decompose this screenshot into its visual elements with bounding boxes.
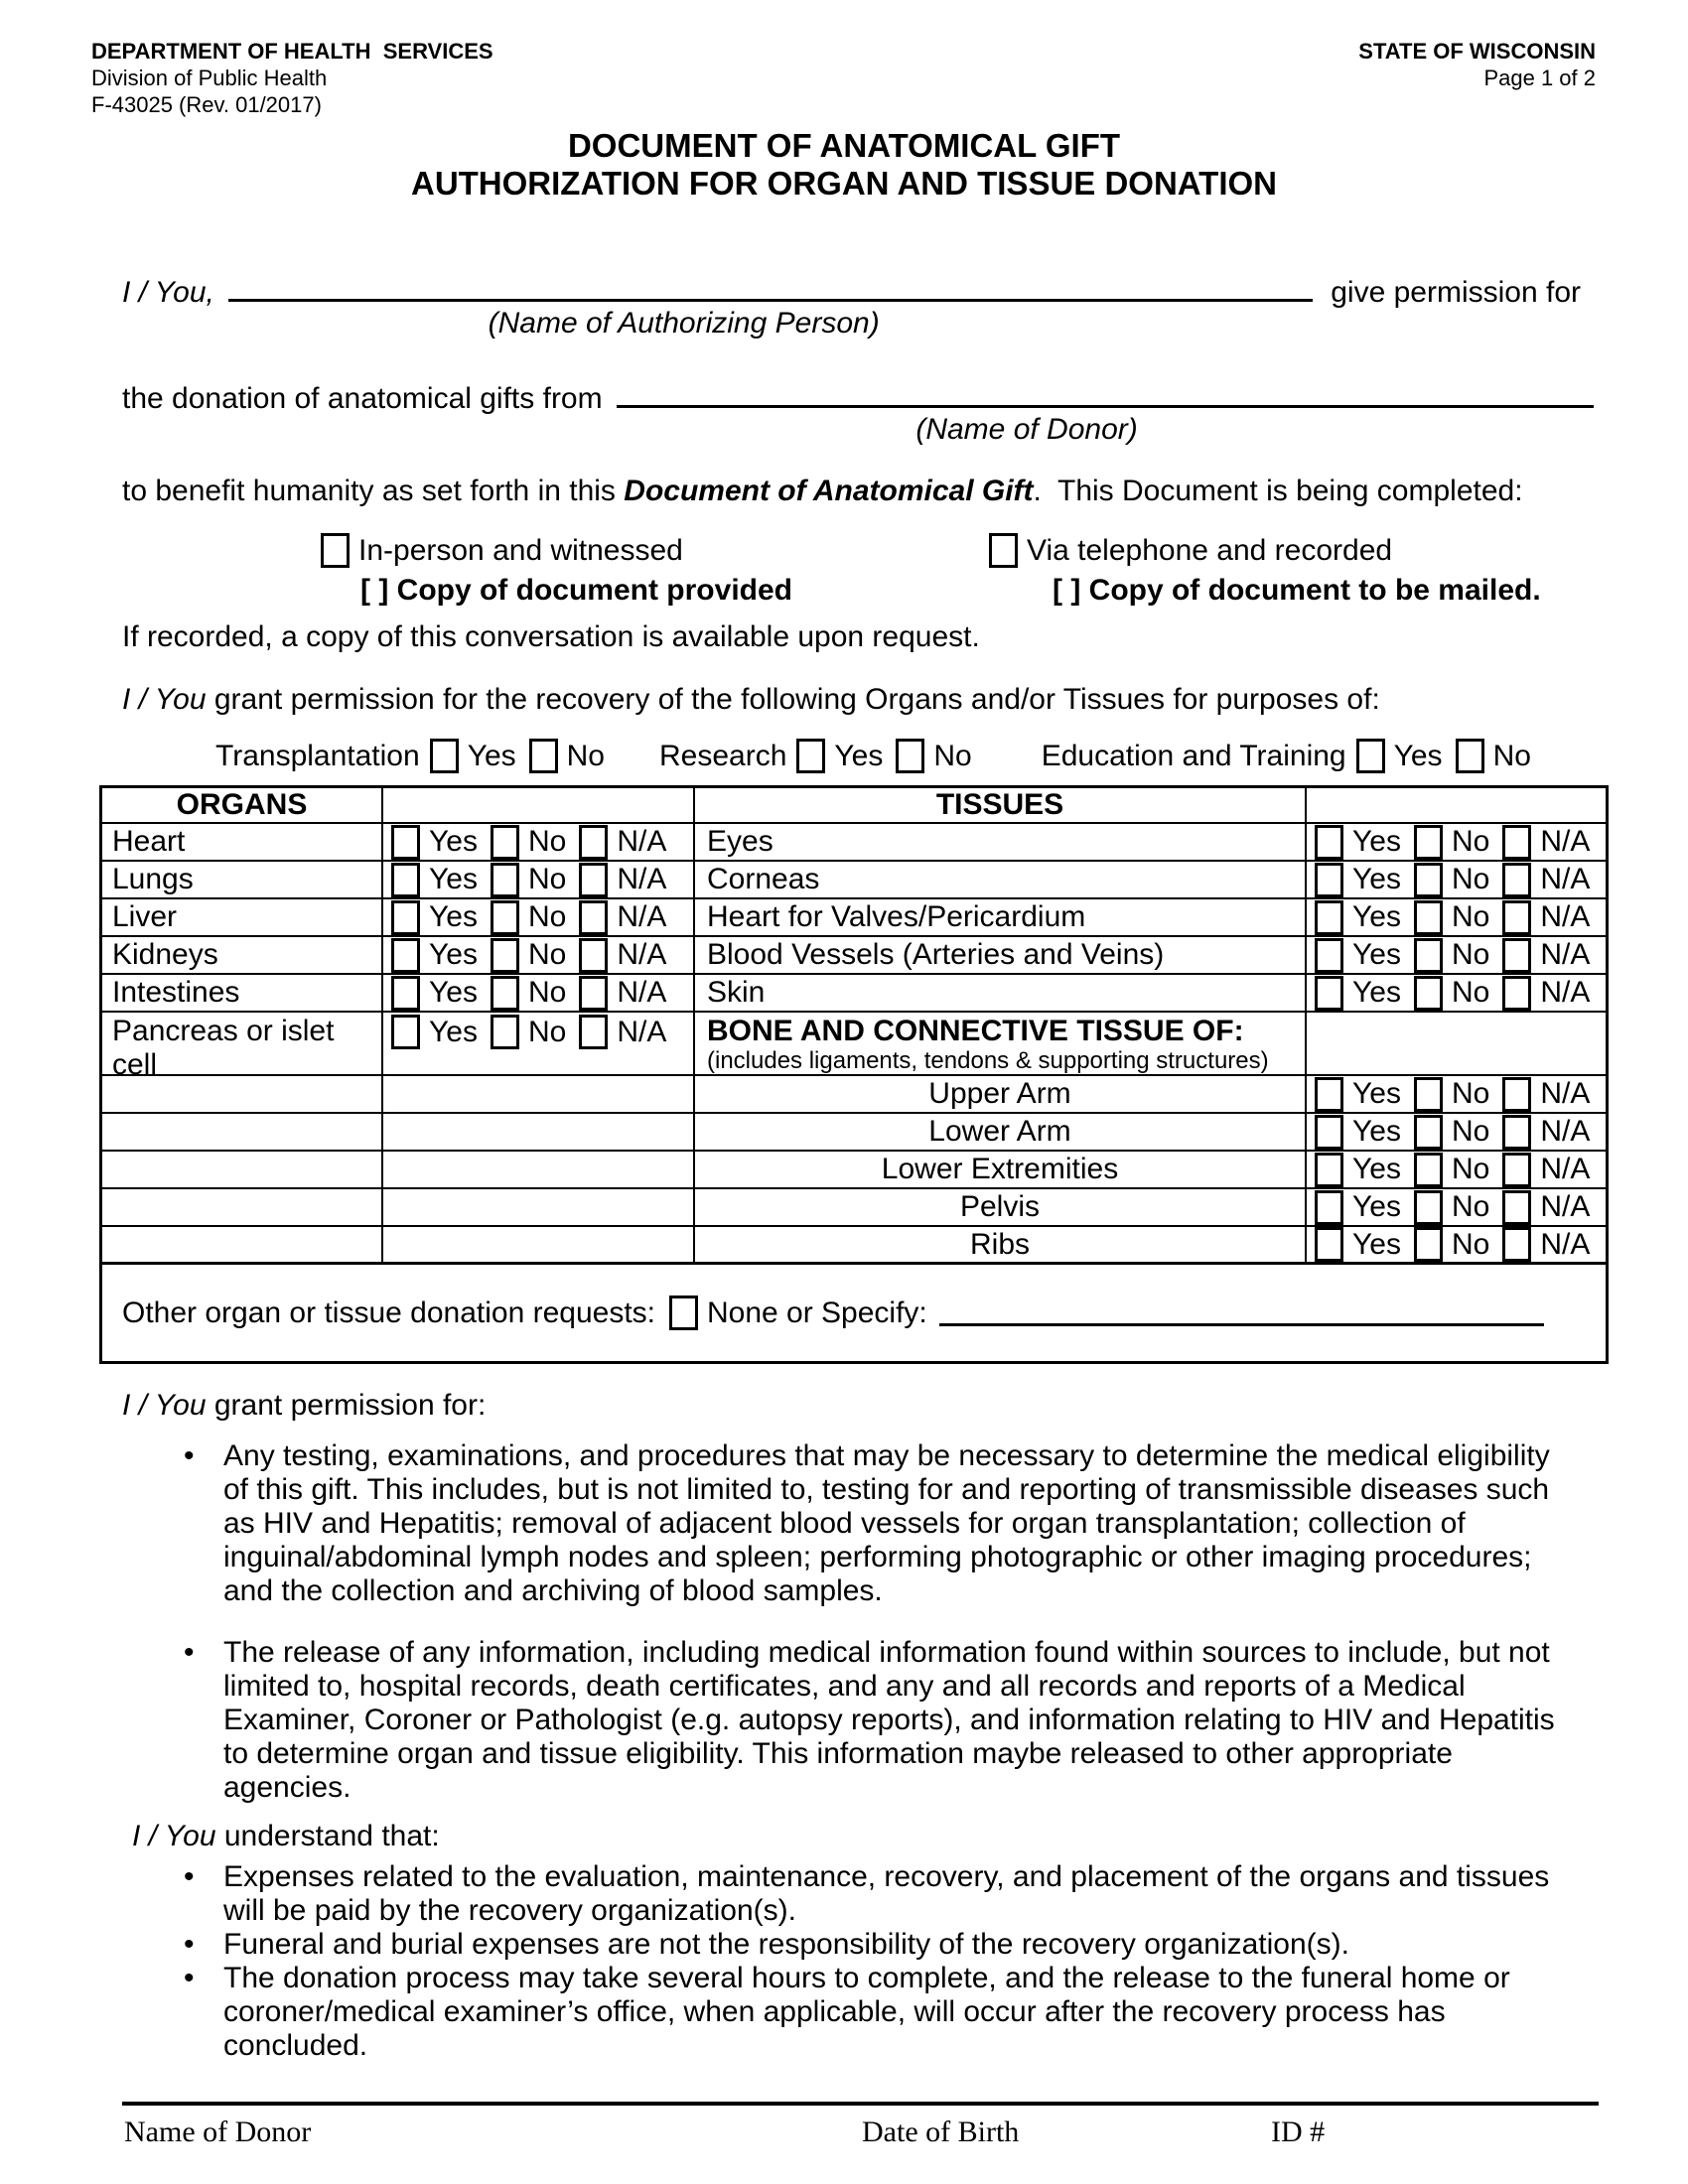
table-row — [102, 937, 1606, 975]
checkbox-na[interactable] — [579, 938, 608, 973]
checkbox-yes[interactable] — [1315, 825, 1343, 860]
footer-id-number: ID # — [1271, 2116, 1326, 2148]
copy-mailed-label: [ ] Copy of document to be mailed. — [1053, 574, 1541, 607]
telephone-option — [989, 533, 1541, 608]
checkbox-no[interactable] — [1414, 1190, 1443, 1225]
label-na: N/A — [1540, 825, 1591, 858]
label-yes: Yes — [1352, 1153, 1401, 1185]
label-no: No — [1451, 1190, 1490, 1223]
bullet-icon: • — [184, 1636, 195, 1669]
table-row — [102, 1114, 1606, 1152]
label-yes: Yes — [1352, 1227, 1401, 1261]
kidneys-yes-no-na — [391, 938, 666, 973]
checkbox-yes[interactable] — [391, 938, 420, 973]
page-number: Page 1 of 2 — [1483, 66, 1596, 90]
label-na: N/A — [1540, 900, 1591, 933]
organ-label: Kidneys — [102, 937, 383, 973]
purpose-education — [1042, 739, 1531, 773]
checkbox-no[interactable] — [491, 1015, 519, 1049]
checkbox-no[interactable] — [1414, 976, 1443, 1011]
label-no: No — [1451, 1227, 1490, 1261]
page-title — [0, 127, 1688, 203]
telephone-checkbox[interactable] — [989, 533, 1018, 568]
table-header-row — [102, 788, 1606, 824]
permission-bullets — [122, 1439, 1581, 1805]
tissue-label: Skin — [695, 975, 1307, 1011]
inperson-label: In-person and witnessed — [358, 533, 683, 567]
footer-name-of-donor: Name of Donor — [124, 2116, 312, 2148]
table-row — [102, 1189, 1606, 1227]
form-number: F-43025 (Rev. 01/2017) — [91, 92, 322, 117]
tissue-label: Upper Arm — [695, 1076, 1307, 1112]
header-left — [91, 38, 493, 118]
checkbox-no[interactable] — [1414, 900, 1443, 935]
label-na: N/A — [617, 976, 667, 1009]
bullet-icon: • — [184, 1962, 195, 1994]
label-yes: Yes — [1352, 1190, 1401, 1223]
checkbox-no[interactable] — [491, 900, 519, 935]
bone-tissue-header: BONE AND CONNECTIVE TISSUE OF: — [707, 1015, 1244, 1047]
label-no: No — [527, 1015, 567, 1048]
checkbox-yes[interactable] — [1315, 1115, 1343, 1150]
table-row — [102, 899, 1606, 937]
bullet-text: The release of any information, including medical information found within sources to include, but not limited to, hospital records, death certificates, and any and all records and reports of a Medical Examiner, Coroner or Pathologist (e.g. autopsy reports), and information relating to HIV and Hepatitis to determine organ and tissue eligibility. This information maybe released to other appropriate agencies. — [223, 1636, 1555, 1804]
label-no: No — [1451, 900, 1490, 933]
bullet-icon: • — [184, 1439, 195, 1472]
label-yes: Yes — [1352, 900, 1401, 933]
eyes-yes-no-na — [1315, 825, 1590, 860]
label-na: N/A — [617, 1015, 667, 1048]
list-item — [122, 1439, 1581, 1608]
label-yes: Yes — [1352, 825, 1401, 858]
label-na: N/A — [1540, 938, 1591, 971]
donor-name-line[interactable] — [617, 405, 1594, 446]
label-yes: Yes — [1352, 938, 1401, 971]
empty-cell — [383, 1227, 695, 1262]
label-no: No — [566, 739, 605, 772]
lower-extremities-yes-no-na — [1315, 1153, 1590, 1187]
label-yes: Yes — [1352, 1115, 1401, 1148]
state-name: STATE OF WISCONSIN — [1358, 39, 1596, 64]
checkbox-na[interactable] — [1502, 1227, 1531, 1262]
label-na: N/A — [1540, 863, 1591, 895]
blood-vessels-yes-no-na — [1315, 938, 1590, 973]
i-you-label: I / You, — [122, 276, 214, 309]
table-row — [102, 1013, 1606, 1076]
grant-recovery-line — [122, 683, 1380, 717]
organ-label: Pancreas or islet cell — [102, 1013, 383, 1074]
upper-arm-yes-no-na — [1315, 1077, 1590, 1112]
tissue-label: Pelvis — [695, 1189, 1307, 1225]
tissue-label: Blood Vessels (Arteries and Veins) — [695, 937, 1307, 973]
education-label: Education and Training — [1041, 739, 1346, 772]
checkbox-yes[interactable] — [430, 739, 459, 773]
ribs-yes-no-na — [1315, 1227, 1590, 1262]
checkbox-no[interactable] — [1414, 1077, 1443, 1112]
checkbox-na[interactable] — [579, 863, 608, 897]
checkbox-yes[interactable] — [1315, 1153, 1343, 1187]
checkbox-na[interactable] — [1502, 1190, 1531, 1225]
title-line2: AUTHORIZATION FOR ORGAN AND TISSUE DONATION — [410, 165, 1278, 202]
label-yes: Yes — [1352, 976, 1401, 1009]
checkbox-yes[interactable] — [391, 900, 420, 935]
checkbox-yes[interactable] — [1315, 976, 1343, 1011]
table-row — [102, 1152, 1606, 1189]
organ-label: Liver — [102, 899, 383, 935]
label-yes: Yes — [429, 976, 478, 1009]
label-no: No — [1492, 739, 1531, 772]
education-yes-no-group — [1356, 739, 1531, 773]
footer-rule — [122, 2102, 1599, 2106]
checkbox-no[interactable] — [491, 976, 519, 1011]
recorded-note: If recorded, a copy of this conversation is available upon request. — [122, 620, 980, 653]
empty-cell — [102, 1189, 383, 1225]
label-na: N/A — [1540, 976, 1591, 1009]
label-yes: Yes — [1393, 739, 1443, 772]
label-na: N/A — [1540, 1190, 1591, 1223]
label-no: No — [527, 938, 567, 971]
checkbox-no[interactable] — [1414, 1153, 1443, 1187]
empty-cell — [102, 1076, 383, 1112]
tissue-label: Heart for Valves/Pericardium — [695, 899, 1307, 935]
bullet-text: Any testing, examinations, and procedures that may be necessary to determine the medical eligibility of this gift. This includes, but is not limited to, testing for and reporting of transmissible diseases such as HIV and Hepatitis; removal of adjacent blood vessels for organ transplantation; collection of inguinal/abdominal lymph nodes and spleen; performing photographic or other imaging procedures; and the collection and archiving of blood samples. — [223, 1439, 1550, 1607]
empty-cell — [383, 1076, 695, 1112]
benefit-post-text: . This Document is being completed: — [1033, 475, 1523, 507]
checkbox-yes[interactable] — [1315, 1227, 1343, 1262]
checkbox-na[interactable] — [1502, 825, 1531, 860]
label-na: N/A — [617, 900, 667, 933]
label-no: No — [1451, 863, 1490, 895]
pelvis-yes-no-na — [1315, 1190, 1590, 1225]
grant-recovery-text: grant permission for the recovery of the following Organs and/or Tissues for purposes of: — [206, 683, 1380, 716]
label-na: N/A — [617, 825, 667, 858]
label-no: No — [527, 825, 567, 858]
lungs-yes-no-na — [391, 863, 666, 897]
telephone-label: Via telephone and recorded — [1027, 533, 1393, 567]
lower-arm-yes-no-na — [1315, 1115, 1590, 1150]
heart-valves-yes-no-na — [1315, 900, 1590, 935]
checkbox-yes[interactable] — [391, 863, 420, 897]
other-requests-label: Other organ or tissue donation requests: — [122, 1296, 655, 1329]
list-item — [122, 1962, 1581, 2063]
give-permission-label: give permission for — [1331, 276, 1581, 309]
label-no: No — [1451, 938, 1490, 971]
checkbox-na[interactable] — [1502, 1153, 1531, 1187]
label-yes: Yes — [429, 938, 478, 971]
corneas-yes-no-na — [1315, 863, 1590, 897]
checkbox-yes[interactable] — [1315, 900, 1343, 935]
purpose-transplantation — [215, 739, 605, 773]
empty-cell — [383, 1152, 695, 1187]
understand-text: understand that: — [215, 1820, 440, 1852]
organ-label: Heart — [102, 824, 383, 860]
bullet-icon: • — [184, 1860, 195, 1893]
label-na: N/A — [1540, 1077, 1591, 1110]
department-name: DEPARTMENT OF HEALTH SERVICES — [91, 39, 493, 64]
document-title-inline: Document of Anatomical Gift — [624, 475, 1034, 507]
checkbox-na[interactable] — [1502, 938, 1531, 973]
grant-permission-heading — [122, 1389, 486, 1423]
label-no: No — [1451, 825, 1490, 858]
i-you-italic: I / You — [132, 1820, 216, 1852]
table-row — [102, 862, 1606, 899]
checkbox-no[interactable] — [1414, 863, 1443, 897]
label-no: No — [527, 900, 567, 933]
list-item — [122, 1636, 1581, 1805]
label-no: No — [1451, 1153, 1490, 1185]
title-line1: DOCUMENT OF ANATOMICAL GIFT — [567, 127, 1121, 164]
bone-tissue-note: (includes ligaments, tendons & supporting structures) — [707, 1047, 1269, 1074]
intestines-yes-no-na — [391, 976, 666, 1011]
label-yes: Yes — [467, 739, 516, 772]
understand-bullets — [122, 1860, 1581, 2063]
checkbox-yes[interactable] — [1356, 739, 1385, 773]
skin-yes-no-na — [1315, 976, 1590, 1011]
checkbox-yes[interactable] — [391, 825, 420, 860]
list-item — [122, 1928, 1581, 1962]
empty-cell — [383, 1189, 695, 1225]
label-yes: Yes — [834, 739, 884, 772]
authorizing-person-row — [122, 276, 1581, 340]
checkbox-yes[interactable] — [1315, 938, 1343, 973]
checkbox-na[interactable] — [1502, 976, 1531, 1011]
checkbox-na[interactable] — [1502, 1115, 1531, 1150]
organ-label: Intestines — [102, 975, 383, 1011]
donor-name-caption: (Name of Donor) — [915, 413, 1138, 446]
research-yes-no-group — [796, 739, 971, 773]
label-na: N/A — [1540, 1115, 1591, 1148]
checkbox-yes[interactable] — [1315, 1190, 1343, 1225]
table-row — [102, 824, 1606, 862]
understand-heading — [132, 1820, 440, 1853]
heart-yes-no-na — [391, 825, 666, 860]
authorizing-person-line[interactable] — [228, 299, 1313, 340]
table-row — [102, 1227, 1606, 1265]
label-yes: Yes — [429, 863, 478, 895]
empty-cell — [102, 1114, 383, 1150]
list-item — [122, 1860, 1581, 1928]
checkbox-no[interactable] — [529, 739, 558, 773]
checkbox-yes[interactable] — [1315, 863, 1343, 897]
checkbox-no[interactable] — [491, 863, 519, 897]
benefit-pre-text: to benefit humanity as set forth in this — [122, 475, 625, 507]
inperson-checkbox[interactable] — [321, 533, 350, 568]
header-right — [1358, 38, 1596, 91]
inperson-option — [321, 533, 792, 608]
tissue-label: Lower Arm — [695, 1114, 1307, 1150]
checkbox-na[interactable] — [579, 976, 608, 1011]
footer-date-of-birth: Date of Birth — [862, 2116, 1020, 2148]
i-you-italic: I / You — [122, 1389, 207, 1422]
table-row — [102, 1076, 1606, 1114]
label-no: No — [527, 863, 567, 895]
checkbox-na[interactable] — [1502, 863, 1531, 897]
grant-permission-text: grant permission for: — [206, 1389, 487, 1422]
checkbox-no[interactable] — [1456, 739, 1484, 773]
donor-name-row — [122, 382, 1594, 446]
bullet-icon: • — [184, 1928, 195, 1961]
checkbox-no[interactable] — [491, 825, 519, 860]
organs-tissues-table — [99, 785, 1609, 1364]
checkbox-no[interactable] — [1414, 1115, 1443, 1150]
specify-line[interactable] — [939, 1323, 1544, 1326]
transplantation-yes-no-group — [430, 739, 605, 773]
checkbox-no[interactable] — [896, 739, 924, 773]
division-name: Division of Public Health — [91, 66, 328, 90]
i-you-italic: I / You — [122, 683, 207, 716]
bullet-text: Funeral and burial expenses are not the responsibility of the recovery organization(s). — [223, 1928, 1349, 1961]
bullet-text: Expenses related to the evaluation, maintenance, recovery, and placement of the organs and tissues will be paid by the recovery organization(s). — [223, 1860, 1550, 1927]
label-no: No — [1451, 1077, 1490, 1110]
label-na: N/A — [617, 938, 667, 971]
tissue-label: Ribs — [695, 1227, 1307, 1262]
none-or-specify-label: None or Specify: — [706, 1296, 927, 1329]
label-yes: Yes — [429, 900, 478, 933]
none-checkbox[interactable] — [669, 1296, 698, 1330]
organ-label: Lungs — [102, 862, 383, 897]
label-no: No — [1451, 976, 1490, 1009]
organs-header: ORGANS — [102, 788, 383, 822]
checkbox-yes[interactable] — [1315, 1077, 1343, 1112]
checkbox-na[interactable] — [579, 900, 608, 935]
transplantation-label: Transplantation — [215, 739, 420, 772]
purpose-research — [659, 739, 972, 773]
empty-cell — [102, 1152, 383, 1187]
label-na: N/A — [617, 863, 667, 895]
checkbox-no[interactable] — [1414, 1227, 1443, 1262]
label-no: No — [527, 976, 567, 1009]
checkbox-na[interactable] — [579, 825, 608, 860]
checkbox-na[interactable] — [1502, 900, 1531, 935]
checkbox-yes[interactable] — [796, 739, 825, 773]
label-yes: Yes — [1352, 863, 1401, 895]
tissues-header: TISSUES — [695, 788, 1307, 822]
checkbox-na[interactable] — [1502, 1077, 1531, 1112]
tissues-checkbox-header — [1307, 788, 1606, 822]
label-yes: Yes — [1352, 1077, 1401, 1110]
checkbox-no[interactable] — [491, 938, 519, 973]
tissue-label: Corneas — [695, 862, 1307, 897]
label-no: No — [1451, 1115, 1490, 1148]
purposes-row — [215, 739, 1531, 773]
copy-provided-label: [ ] Copy of document provided — [360, 574, 792, 607]
other-requests-row — [102, 1265, 1606, 1361]
pancreas-yes-no-na — [391, 1015, 666, 1049]
organs-checkbox-header — [383, 788, 695, 822]
checkbox-no[interactable] — [1414, 825, 1443, 860]
bullet-text: The donation process may take several hours to complete, and the release to the funeral home or coroner/medical examiner’s office, when applicable, will occur after the recovery process has concluded. — [223, 1962, 1510, 2062]
label-yes: Yes — [429, 1015, 478, 1048]
label-yes: Yes — [429, 825, 478, 858]
tissue-label: Eyes — [695, 824, 1307, 860]
empty-cell — [383, 1114, 695, 1150]
liver-yes-no-na — [391, 900, 666, 935]
tissue-label: Lower Extremities — [695, 1152, 1307, 1187]
checkbox-yes[interactable] — [391, 1015, 420, 1049]
label-na: N/A — [1540, 1153, 1591, 1185]
checkbox-no[interactable] — [1414, 938, 1443, 973]
research-label: Research — [659, 739, 787, 772]
authorizing-person-caption: (Name of Authorizing Person) — [488, 307, 880, 340]
empty-cell — [1307, 1013, 1606, 1074]
checkbox-yes[interactable] — [391, 976, 420, 1011]
label-no: No — [933, 739, 972, 772]
empty-cell — [102, 1227, 383, 1262]
table-row — [102, 975, 1606, 1013]
benefit-humanity-line — [122, 475, 1599, 508]
label-na: N/A — [1540, 1227, 1591, 1261]
donation-from-label: the donation of anatomical gifts from — [122, 382, 603, 415]
checkbox-na[interactable] — [579, 1015, 608, 1049]
